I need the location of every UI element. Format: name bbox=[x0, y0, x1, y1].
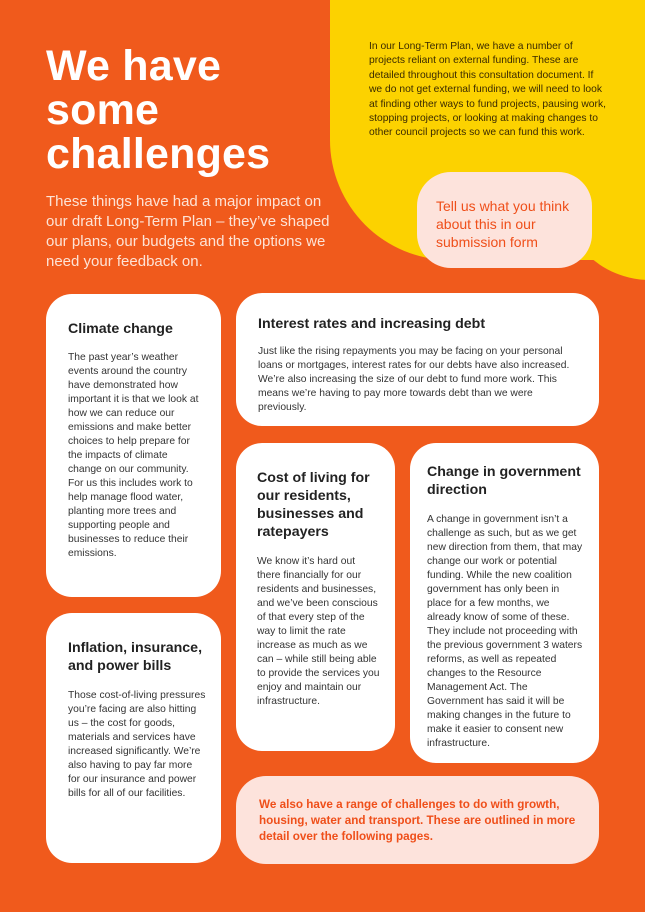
card-title: Cost of living for our residents, businesses and ratepayers bbox=[257, 470, 370, 540]
card-body: Just like the rising repayments you may be facing on your personal loans or mortgages, interest rates for our debts have also increased. We’re also increasing the size of our debt to fund more work. This means we’re having to pay more towards debt than we were previously. bbox=[258, 346, 570, 413]
card-title: Change in government direction bbox=[427, 464, 581, 498]
page-title: We have some challenges bbox=[46, 42, 271, 178]
card-climate-change bbox=[46, 294, 221, 597]
card-title: Climate change bbox=[68, 321, 173, 337]
page-subtitle: These things have had a major impact on our draft Long-Term Plan – they’ve shaped our plans, our budgets and the options we need your feedback on. bbox=[46, 193, 330, 270]
card-interest-rates bbox=[236, 293, 599, 426]
card-title: Inflation, insurance, and power bills bbox=[68, 640, 203, 674]
card-government-direction bbox=[410, 443, 599, 763]
card-body: We know it’s hard out there financially for our residents and businesses, and we’ve been conscious of that every step of the way to limit the rate increase as much as we can – while still being able to provide the services you enjoy and maintain our infrastructure. bbox=[257, 556, 380, 707]
card-inflation bbox=[46, 613, 221, 863]
more-challenges-callout: We also have a range of challenges to do with growth, housing, water and transport. These are outlined in more detail over the following pages. bbox=[236, 776, 599, 864]
submission-form-prompt[interactable]: Tell us what you think about this in our submission form bbox=[417, 172, 592, 268]
external-funding-note: In our Long-Term Plan, we have a number of projects reliant on external funding. These are detailed throughout this consultation document. If we do not get external funding, we will need to look at finding other ways to fund projects, pausing work, stopping projects, or looking at making changes to other council projects so we can fund this work. bbox=[369, 41, 606, 139]
card-cost-of-living bbox=[236, 443, 395, 751]
card-body: A change in government isn’t a challenge as such, but as we get new direction from them, that may change our work or potential funding. While the new coalition government has only been in place for a few months, we already know of some of these. They include not proceeding with the previous government 3 waters reforms, as well as repeated changes to the Resource Management Act. The Government has said it will be making changes in the future to make it easier to consent new infrastructure. bbox=[427, 514, 583, 749]
card-title: Interest rates and increasing debt bbox=[258, 316, 486, 332]
card-body: The past year’s weather events around the country have demonstrated how important it is that we look at how we can reduce our emissions and make better choices to help prepare for the impacts of climate change on our community. For us this includes work to help manage flood water, planting more trees and supporting people and businesses to reduce their emissions. bbox=[68, 352, 199, 559]
card-body: Those cost-of-living pressures you’re facing are also hitting us – the cost for goods, materials and services have increased significantly. We’re also having to pay far more for our insurance and power bills for all of our facilities. bbox=[68, 690, 206, 799]
